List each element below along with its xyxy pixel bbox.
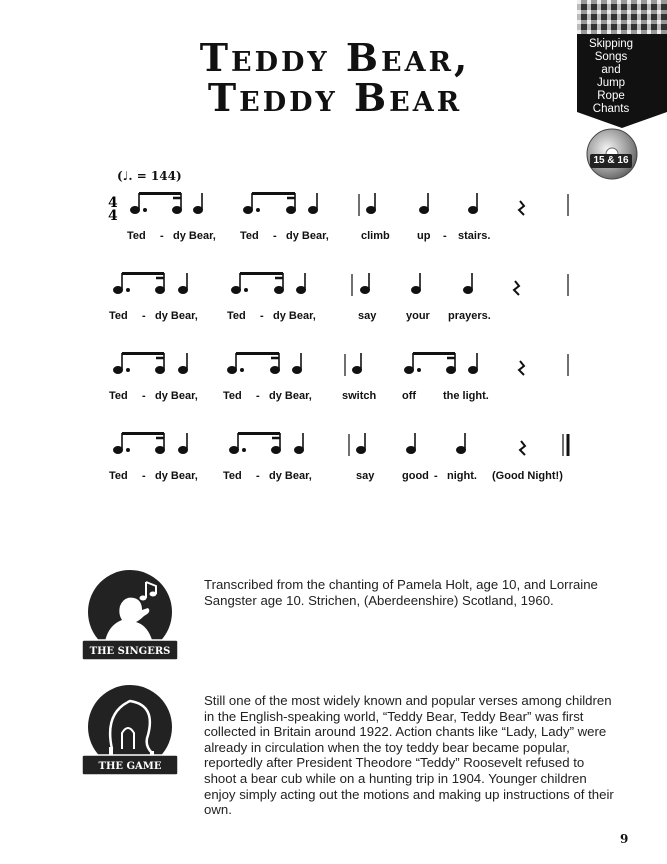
game-badge-label: THE GAME bbox=[98, 761, 162, 772]
lyric-syllable: - bbox=[142, 470, 146, 482]
game-paragraph bbox=[204, 693, 614, 818]
staff-1-notes bbox=[0, 190, 667, 230]
time-signature-top: 4 bbox=[108, 195, 118, 211]
lyric-syllable: dy Bear, bbox=[273, 310, 316, 322]
lyric-syllable: stairs. bbox=[458, 230, 491, 242]
music-staff-2 bbox=[0, 270, 667, 340]
banner-line: and bbox=[601, 64, 621, 76]
lyric-syllable: dy Bear, bbox=[155, 470, 198, 482]
lyric-syllable: prayers. bbox=[448, 310, 491, 322]
lyric-syllable: - bbox=[443, 230, 447, 242]
lyric-syllable: Ted bbox=[223, 470, 242, 482]
banner-line: Chants bbox=[592, 103, 630, 115]
lyric-syllable: - bbox=[434, 470, 438, 482]
banner-line: Skipping bbox=[588, 38, 634, 50]
lyric-syllable: - bbox=[256, 390, 260, 402]
lyric-syllable: - bbox=[160, 230, 164, 242]
lyric-syllable: Ted bbox=[127, 230, 146, 242]
lyric-syllable: say bbox=[358, 310, 377, 322]
staff-4-notes bbox=[0, 430, 667, 470]
lyric-syllable: dy Bear, bbox=[155, 390, 198, 402]
lyric-syllable: - bbox=[273, 230, 277, 242]
lyric-syllable: off bbox=[402, 390, 417, 402]
page-number: 9 bbox=[620, 832, 629, 846]
singers-text: Transcribed from the chanting of Pamela Holt, age 10, and Lorraine Sangster age 10. Strichen, (Aberdeenshire) Scotland, 1960. bbox=[204, 577, 598, 608]
time-signature-bottom: 4 bbox=[108, 208, 118, 224]
cd-track-badge: 15 & 16 bbox=[590, 154, 632, 168]
game-badge-icon bbox=[82, 683, 178, 779]
banner-line: Jump Rope bbox=[596, 77, 626, 102]
game-text: Still one of the most widely known and popular verses among children in the English-speaking world, “Teddy Bear, Teddy Bear” was first collected in Britain around 1922. Action chants like “Lady, Lady” were already in circulation when the toy teddy bear became popular, reportedly after President Theodore “Teddy” Roosevelt refused to shoot a bear cub while on a hunting trip in 1904. Younger children enjoy simply acting out the motions and making up instructions of their own. bbox=[204, 693, 614, 818]
music-staff-1 bbox=[0, 190, 667, 260]
singers-badge-icon bbox=[82, 568, 178, 664]
lyric-syllable: switch bbox=[342, 390, 377, 402]
tempo-marking: (♩. = 144) bbox=[117, 169, 182, 183]
music-staff-4 bbox=[0, 430, 667, 500]
lyric-syllable: dy Bear, bbox=[269, 390, 312, 402]
lyric-syllable: dy Bear, bbox=[173, 230, 216, 242]
staff-3-notes bbox=[0, 350, 667, 390]
banner-line: Songs bbox=[594, 51, 628, 63]
lyric-syllable: Ted bbox=[223, 390, 242, 402]
lyric-syllable: Ted bbox=[227, 310, 246, 322]
lyric-syllable: Ted bbox=[109, 390, 128, 402]
lyric-syllable: dy Bear, bbox=[155, 310, 198, 322]
staff-2-notes bbox=[0, 270, 667, 310]
singers-badge-label: THE SINGERS bbox=[89, 646, 171, 657]
banner-label bbox=[582, 38, 640, 116]
lyric-syllable: up bbox=[417, 230, 431, 242]
lyric-syllable: dy Bear, bbox=[286, 230, 329, 242]
lyric-syllable: the light. bbox=[443, 390, 489, 402]
lyric-syllable: Ted bbox=[109, 310, 128, 322]
lyric-syllable: Ted bbox=[240, 230, 259, 242]
lyric-syllable: Ted bbox=[109, 470, 128, 482]
music-staff-3 bbox=[0, 350, 667, 420]
lyric-syllable: - bbox=[260, 310, 264, 322]
lyric-syllable: say bbox=[356, 470, 375, 482]
song-title-line-1: Teddy Bear, bbox=[199, 35, 471, 80]
lyric-syllable: dy Bear, bbox=[269, 470, 312, 482]
lyric-syllable: - bbox=[142, 310, 146, 322]
lyric-syllable: good bbox=[402, 470, 429, 482]
lyric-syllable: - bbox=[142, 390, 146, 402]
lyric-syllable: climb bbox=[361, 230, 390, 242]
singers-paragraph bbox=[204, 577, 614, 608]
song-title-line-2: Teddy Bear bbox=[207, 75, 463, 120]
lyric-syllable: (Good Night!) bbox=[492, 470, 563, 482]
lyric-syllable: - bbox=[256, 470, 260, 482]
lyric-syllable: night. bbox=[447, 470, 477, 482]
lyric-syllable: your bbox=[406, 310, 430, 322]
